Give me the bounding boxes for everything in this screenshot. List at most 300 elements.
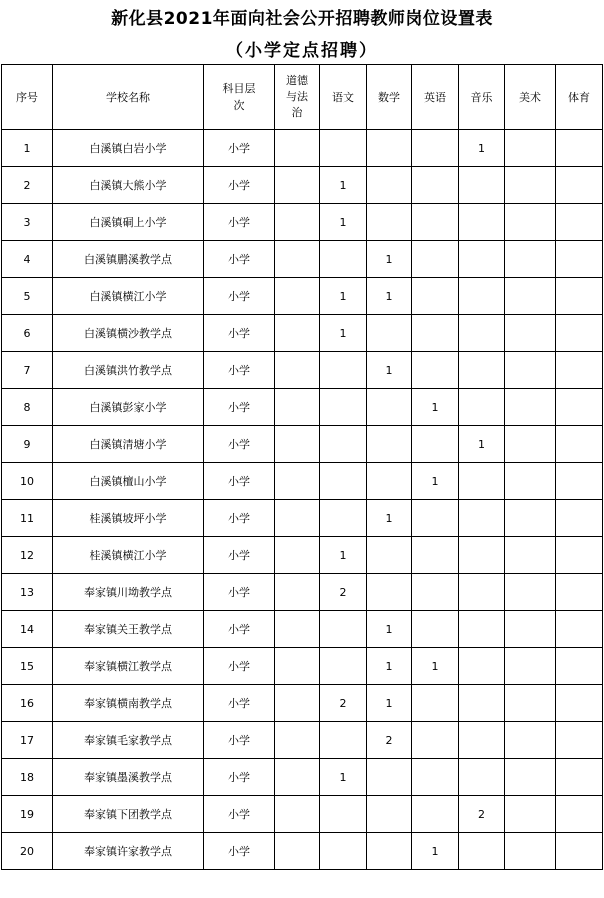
cell-school-value: 白溪镇大熊小学: [89, 179, 167, 192]
cell-index: [2, 685, 53, 722]
cell-pe: [556, 389, 603, 426]
cell-art: [505, 463, 556, 500]
cell-index: [2, 537, 53, 574]
cell-math: [367, 167, 412, 204]
cell-pe: [556, 685, 603, 722]
cell-school-value: 桂溪镇坡坪小学: [89, 512, 167, 525]
cell-math-value: 1: [385, 659, 393, 673]
cell-music: [459, 833, 505, 870]
table-row: [2, 500, 603, 537]
cell-math-value: 1: [385, 622, 393, 636]
cell-chinese-value: 1: [339, 326, 347, 340]
cell-school: [53, 352, 204, 389]
header-level: [204, 65, 275, 130]
cell-level-value: 小学: [228, 734, 250, 747]
cell-math: [367, 685, 412, 722]
cell-level-value: 小学: [228, 327, 250, 340]
cell-school: [53, 685, 204, 722]
cell-math: [367, 796, 412, 833]
cell-school: [53, 426, 204, 463]
table-row: [2, 574, 603, 611]
cell-index: [2, 130, 53, 167]
cell-english: [412, 204, 459, 241]
cell-math: [367, 352, 412, 389]
cell-index-value: 1: [23, 141, 31, 155]
table-row: [2, 833, 603, 870]
cell-level: [204, 611, 275, 648]
cell-music: [459, 167, 505, 204]
cell-math-value: 1: [385, 252, 393, 266]
cell-index-value: 4: [23, 252, 31, 266]
cell-level-value: 小学: [228, 771, 250, 784]
cell-english: [412, 796, 459, 833]
cell-chinese: [320, 833, 367, 870]
cell-pe: [556, 574, 603, 611]
cell-chinese: [320, 463, 367, 500]
cell-art: [505, 315, 556, 352]
cell-school: [53, 241, 204, 278]
cell-chinese: [320, 389, 367, 426]
cell-art: [505, 574, 556, 611]
cell-index: [2, 833, 53, 870]
cell-math: [367, 537, 412, 574]
table-row: [2, 648, 603, 685]
cell-math: [367, 574, 412, 611]
cell-level: [204, 574, 275, 611]
cell-music: [459, 722, 505, 759]
cell-chinese-value: 1: [339, 215, 347, 229]
table-row: [2, 685, 603, 722]
cell-morality: [275, 352, 320, 389]
cell-pe: [556, 759, 603, 796]
cell-level-value: 小学: [228, 697, 250, 710]
cell-index: [2, 426, 53, 463]
cell-level: [204, 833, 275, 870]
cell-level: [204, 241, 275, 278]
cell-index-value: 11: [20, 511, 34, 525]
cell-english-value: 1: [431, 659, 439, 673]
cell-pe: [556, 352, 603, 389]
cell-school-value: 白溪镇洪竹教学点: [84, 364, 172, 377]
cell-music: [459, 241, 505, 278]
header-art: 美术: [505, 65, 556, 130]
cell-chinese: [320, 574, 367, 611]
cell-morality: [275, 611, 320, 648]
cell-art: [505, 278, 556, 315]
cell-math-value: 1: [385, 511, 393, 525]
header-morality-text: 道德与法治: [286, 74, 308, 119]
cell-art: [505, 130, 556, 167]
cell-english: [412, 167, 459, 204]
cell-chinese: [320, 722, 367, 759]
cell-school-value: 奉家镇毛家教学点: [84, 734, 172, 747]
cell-music: [459, 500, 505, 537]
cell-level-value: 小学: [228, 623, 250, 636]
cell-school-value: 白溪镇横江小学: [89, 290, 167, 303]
cell-school: [53, 759, 204, 796]
cell-art: [505, 611, 556, 648]
cell-pe: [556, 833, 603, 870]
cell-math-value: 1: [385, 289, 393, 303]
cell-english: [412, 685, 459, 722]
table-row: [2, 315, 603, 352]
cell-morality: [275, 833, 320, 870]
cell-index-value: 18: [20, 770, 34, 784]
cell-level-value: 小学: [228, 475, 250, 488]
cell-level-value: 小学: [228, 253, 250, 266]
cell-music: [459, 463, 505, 500]
cell-chinese-value: 1: [339, 770, 347, 784]
header-index: 序号: [2, 65, 53, 130]
header-math: 数学: [367, 65, 412, 130]
cell-chinese: [320, 611, 367, 648]
cell-english: [412, 315, 459, 352]
cell-math: [367, 204, 412, 241]
cell-index-value: 19: [20, 807, 34, 821]
cell-morality: [275, 648, 320, 685]
cell-school: [53, 722, 204, 759]
table-header-row: [2, 65, 603, 130]
positions-table: [1, 64, 603, 870]
table-row: [2, 278, 603, 315]
cell-level: [204, 537, 275, 574]
cell-morality: [275, 426, 320, 463]
cell-level-value: 小学: [228, 438, 250, 451]
cell-chinese-value: 1: [339, 548, 347, 562]
cell-index: [2, 574, 53, 611]
cell-math-value: 1: [385, 363, 393, 377]
cell-english: [412, 574, 459, 611]
table-row: [2, 204, 603, 241]
cell-morality: [275, 167, 320, 204]
cell-morality: [275, 315, 320, 352]
cell-index: [2, 389, 53, 426]
cell-level-value: 小学: [228, 364, 250, 377]
cell-level: [204, 463, 275, 500]
header-music: 音乐: [459, 65, 505, 130]
cell-index-value: 14: [20, 622, 34, 636]
cell-index-value: 15: [20, 659, 34, 673]
cell-level: [204, 759, 275, 796]
cell-morality: [275, 759, 320, 796]
cell-music: [459, 759, 505, 796]
cell-level: [204, 685, 275, 722]
cell-chinese: [320, 315, 367, 352]
cell-math: [367, 278, 412, 315]
cell-english: [412, 130, 459, 167]
cell-index-value: 20: [20, 844, 34, 858]
cell-music-value: 2: [478, 807, 485, 821]
cell-school: [53, 204, 204, 241]
cell-chinese: [320, 648, 367, 685]
cell-school-value: 白溪镇檀山小学: [89, 475, 167, 488]
cell-art: [505, 167, 556, 204]
cell-art: [505, 759, 556, 796]
cell-art: [505, 796, 556, 833]
cell-pe: [556, 426, 603, 463]
cell-math: [367, 463, 412, 500]
cell-math: [367, 648, 412, 685]
header-chinese: 语文: [320, 65, 367, 130]
cell-english-value: 1: [431, 400, 439, 414]
cell-morality: [275, 389, 320, 426]
cell-chinese: [320, 278, 367, 315]
cell-morality: [275, 204, 320, 241]
cell-art: [505, 389, 556, 426]
cell-math-value: 2: [385, 733, 393, 747]
cell-pe: [556, 648, 603, 685]
cell-index: [2, 352, 53, 389]
cell-level-value: 小学: [228, 808, 250, 821]
cell-index-value: 17: [20, 733, 34, 747]
cell-morality: [275, 537, 320, 574]
cell-level: [204, 352, 275, 389]
cell-index-value: 8: [23, 400, 31, 414]
cell-chinese: [320, 241, 367, 278]
cell-school: [53, 611, 204, 648]
cell-school-value: 桂溪镇横江小学: [89, 549, 167, 562]
table-row: [2, 241, 603, 278]
cell-morality: [275, 463, 320, 500]
cell-school: [53, 463, 204, 500]
cell-math: [367, 759, 412, 796]
cell-pe: [556, 722, 603, 759]
cell-pe: [556, 611, 603, 648]
cell-school-value: 白溪镇白岩小学: [89, 142, 167, 155]
cell-art: [505, 648, 556, 685]
cell-chinese: [320, 352, 367, 389]
cell-music: [459, 426, 505, 463]
cell-level-value: 小学: [228, 401, 250, 414]
cell-music: [459, 389, 505, 426]
table-row: [2, 796, 603, 833]
cell-morality: [275, 722, 320, 759]
cell-school-value: 奉家镇关王教学点: [84, 623, 172, 636]
cell-level: [204, 648, 275, 685]
cell-english: [412, 426, 459, 463]
cell-level-value: 小学: [228, 290, 250, 303]
cell-math: [367, 426, 412, 463]
cell-index: [2, 796, 53, 833]
cell-art: [505, 241, 556, 278]
cell-chinese: [320, 204, 367, 241]
cell-morality: [275, 796, 320, 833]
cell-school: [53, 278, 204, 315]
document-title: 新化县2021年面向社会公开招聘教师岗位设置表: [111, 9, 493, 29]
cell-index-value: 5: [23, 289, 31, 303]
cell-pe: [556, 463, 603, 500]
cell-level-value: 小学: [228, 142, 250, 155]
cell-music: [459, 352, 505, 389]
cell-math: [367, 833, 412, 870]
cell-school-value: 奉家镇横江教学点: [84, 660, 172, 673]
cell-chinese: [320, 759, 367, 796]
table-row: [2, 389, 603, 426]
cell-math: [367, 722, 412, 759]
table-row: [2, 130, 603, 167]
cell-music: [459, 611, 505, 648]
cell-art: [505, 500, 556, 537]
header-english: 英语: [412, 65, 459, 130]
cell-school: [53, 833, 204, 870]
cell-morality: [275, 241, 320, 278]
cell-school-value: 奉家镇下团教学点: [84, 808, 172, 821]
cell-math: [367, 389, 412, 426]
cell-pe: [556, 500, 603, 537]
cell-pe: [556, 796, 603, 833]
cell-level: [204, 315, 275, 352]
cell-math: [367, 130, 412, 167]
cell-school-value: 奉家镇横南教学点: [84, 697, 172, 710]
cell-index-value: 7: [23, 363, 31, 377]
cell-index: [2, 463, 53, 500]
cell-art: [505, 685, 556, 722]
cell-school: [53, 389, 204, 426]
cell-index: [2, 648, 53, 685]
cell-english: [412, 722, 459, 759]
cell-math: [367, 315, 412, 352]
cell-index: [2, 278, 53, 315]
table-row: [2, 759, 603, 796]
cell-english: [412, 463, 459, 500]
cell-pe: [556, 278, 603, 315]
cell-english: [412, 611, 459, 648]
table-row: [2, 167, 603, 204]
cell-morality: [275, 278, 320, 315]
cell-english-value: 1: [431, 474, 439, 488]
cell-english: [412, 389, 459, 426]
cell-school-value: 白溪镇清塘小学: [89, 438, 167, 451]
cell-index: [2, 722, 53, 759]
cell-art: [505, 352, 556, 389]
cell-pe: [556, 204, 603, 241]
cell-math-value: 1: [385, 696, 393, 710]
cell-english: [412, 648, 459, 685]
cell-english: [412, 759, 459, 796]
cell-school: [53, 648, 204, 685]
cell-index-value: 13: [20, 585, 34, 599]
cell-index-value: 2: [23, 178, 31, 192]
cell-music: [459, 537, 505, 574]
cell-music: [459, 315, 505, 352]
cell-level: [204, 167, 275, 204]
cell-pe: [556, 130, 603, 167]
cell-school: [53, 796, 204, 833]
cell-art: [505, 537, 556, 574]
cell-morality: [275, 574, 320, 611]
cell-school-value: 白溪镇彭家小学: [89, 401, 167, 414]
cell-level-value: 小学: [228, 660, 250, 673]
cell-chinese: [320, 426, 367, 463]
cell-pe: [556, 315, 603, 352]
table-row: [2, 722, 603, 759]
cell-level-value: 小学: [228, 845, 250, 858]
cell-chinese-value: 1: [339, 178, 347, 192]
header-school: 学校名称: [53, 65, 204, 130]
header-pe: 体育: [556, 65, 603, 130]
cell-math: [367, 611, 412, 648]
cell-english: [412, 278, 459, 315]
cell-level-value: 小学: [228, 549, 250, 562]
cell-level: [204, 130, 275, 167]
cell-index: [2, 500, 53, 537]
cell-pe: [556, 537, 603, 574]
cell-chinese: [320, 167, 367, 204]
cell-english: [412, 352, 459, 389]
cell-chinese: [320, 500, 367, 537]
cell-school-value: 白溪镇横沙教学点: [84, 327, 172, 340]
cell-english: [412, 833, 459, 870]
cell-art: [505, 833, 556, 870]
cell-music: [459, 796, 505, 833]
cell-index-value: 3: [23, 215, 31, 229]
table-row: [2, 463, 603, 500]
cell-index: [2, 315, 53, 352]
cell-art: [505, 204, 556, 241]
cell-level: [204, 426, 275, 463]
cell-level: [204, 278, 275, 315]
cell-school-value: 白溪镇硐上小学: [89, 216, 167, 229]
cell-chinese: [320, 685, 367, 722]
cell-morality: [275, 500, 320, 537]
cell-morality: [275, 130, 320, 167]
cell-chinese-value: 2: [339, 696, 347, 710]
cell-index: [2, 167, 53, 204]
cell-school: [53, 167, 204, 204]
cell-pe: [556, 241, 603, 278]
cell-music-value: 1: [478, 141, 485, 155]
cell-level: [204, 722, 275, 759]
cell-math: [367, 241, 412, 278]
cell-school-value: 奉家镇许家教学点: [84, 845, 172, 858]
cell-english-value: 1: [431, 844, 439, 858]
cell-school-value: 奉家镇川坳教学点: [84, 586, 172, 599]
table-body: [2, 130, 603, 870]
cell-index: [2, 241, 53, 278]
cell-english: [412, 241, 459, 278]
cell-music-value: 1: [478, 437, 485, 451]
table-row: [2, 537, 603, 574]
cell-level-value: 小学: [228, 216, 250, 229]
cell-chinese: [320, 537, 367, 574]
cell-art: [505, 722, 556, 759]
document-subtitle: （小学定点招聘）: [226, 41, 378, 61]
table-row: [2, 352, 603, 389]
header-morality: [275, 65, 320, 130]
cell-index-value: 10: [20, 474, 34, 488]
cell-school: [53, 315, 204, 352]
cell-english: [412, 500, 459, 537]
cell-index-value: 6: [23, 326, 31, 340]
header-level-text: 科目层次: [222, 82, 256, 112]
cell-pe: [556, 167, 603, 204]
cell-chinese: [320, 796, 367, 833]
cell-index: [2, 204, 53, 241]
cell-index-value: 9: [23, 437, 31, 451]
cell-level: [204, 389, 275, 426]
cell-music: [459, 130, 505, 167]
cell-level-value: 小学: [228, 586, 250, 599]
cell-level: [204, 796, 275, 833]
cell-music: [459, 278, 505, 315]
cell-music: [459, 574, 505, 611]
cell-morality: [275, 685, 320, 722]
cell-school-value: 奉家镇墨溪教学点: [84, 771, 172, 784]
cell-chinese-value: 2: [339, 585, 347, 599]
cell-music: [459, 685, 505, 722]
cell-index-value: 12: [20, 548, 34, 562]
table-row: [2, 426, 603, 463]
